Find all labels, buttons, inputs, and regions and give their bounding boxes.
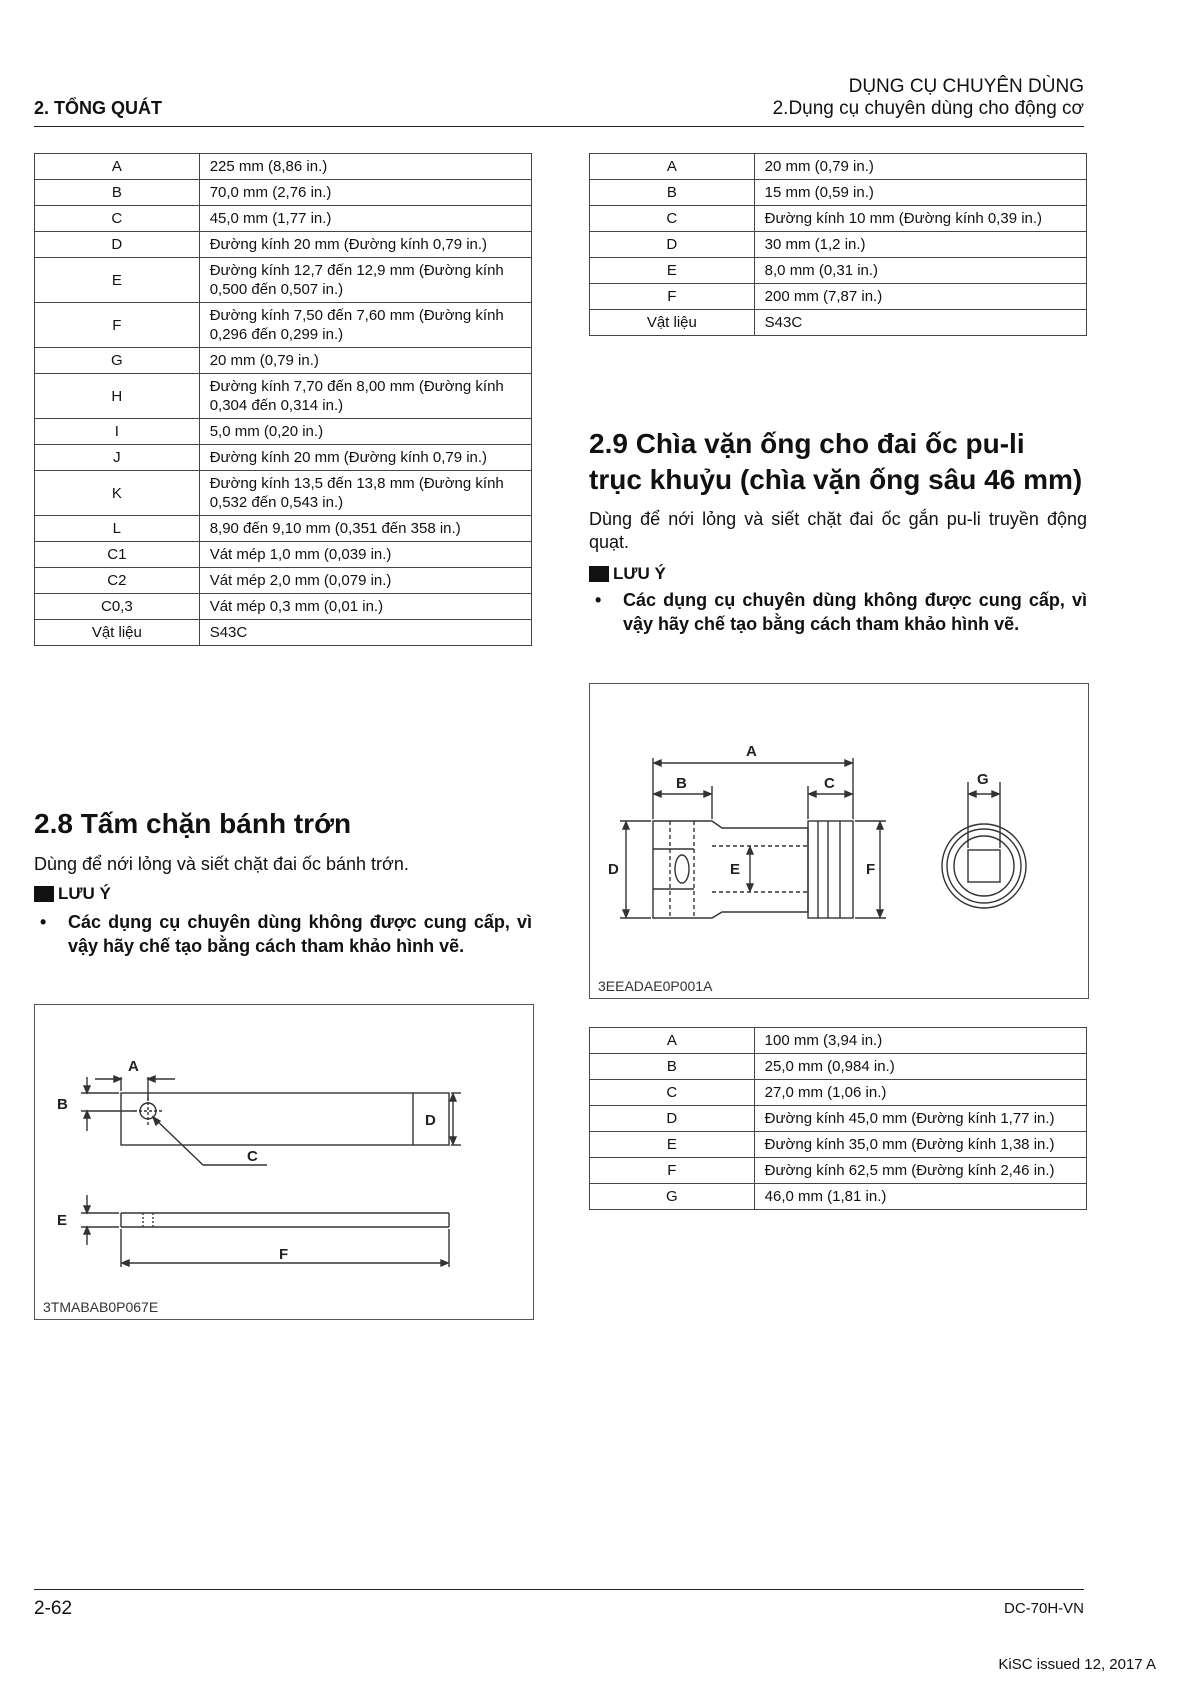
- table-row: [35, 516, 532, 542]
- spec-key: D: [590, 1106, 755, 1132]
- table-row: [35, 620, 532, 646]
- spec-value: 200 mm (7,87 in.): [754, 284, 1086, 310]
- table-row: [35, 471, 532, 516]
- spec-key: C0,3: [35, 594, 200, 620]
- spec-key: F: [590, 284, 755, 310]
- spec-value: Đường kính 12,7 đến 12,9 mm (Đường kính 0,500 đến 0,507 in.): [199, 258, 531, 303]
- spec-key: G: [35, 348, 200, 374]
- spec-key: C: [590, 1080, 755, 1106]
- spec-value: Đường kính 45,0 mm (Đường kính 1,77 in.): [754, 1106, 1086, 1132]
- table-row: [35, 542, 532, 568]
- table-row: [35, 445, 532, 471]
- spec-value: 20 mm (0,79 in.): [754, 154, 1086, 180]
- spec-value: Đường kính 7,70 đến 8,00 mm (Đường kính 0,304 đến 0,314 in.): [199, 374, 531, 419]
- spec-key: C: [35, 206, 200, 232]
- spec-value: S43C: [754, 310, 1086, 336]
- spec-value: Đường kính 62,5 mm (Đường kính 2,46 in.): [754, 1158, 1086, 1184]
- fig29-label-c: C: [824, 775, 835, 792]
- table-row: [35, 154, 532, 180]
- spec-value: Đường kính 20 mm (Đường kính 0,79 in.): [199, 445, 531, 471]
- table-row: [590, 206, 1087, 232]
- spec-key: D: [35, 232, 200, 258]
- spec-key: E: [35, 258, 200, 303]
- issued-note: KiSC issued 12, 2017 A: [998, 1656, 1156, 1673]
- table-row: [590, 284, 1087, 310]
- spec-value: Đường kính 10 mm (Đường kính 0,39 in.): [754, 206, 1086, 232]
- spec-value: 45,0 mm (1,77 in.): [199, 206, 531, 232]
- spec-key: L: [35, 516, 200, 542]
- note-square-icon: [34, 886, 54, 902]
- spec-value: 5,0 mm (0,20 in.): [199, 419, 531, 445]
- spec-key: C1: [35, 542, 200, 568]
- spec-value: 30 mm (1,2 in.): [754, 232, 1086, 258]
- spec-value: 27,0 mm (1,06 in.): [754, 1080, 1086, 1106]
- spec-key: K: [35, 471, 200, 516]
- table-row: [590, 180, 1087, 206]
- spec-value: Đường kính 20 mm (Đường kính 0,79 in.): [199, 232, 531, 258]
- table-row: [35, 419, 532, 445]
- section-2-9-heading-line2: trục khuỷu (chìa vặn ống sâu 46 mm): [589, 464, 1083, 495]
- spec-value: Vát mép 2,0 mm (0,079 in.): [199, 568, 531, 594]
- section-2-8-desc: Dùng để nới lỏng và siết chặt đai ốc bánh trớn.: [34, 854, 409, 874]
- table-row: [590, 1158, 1087, 1184]
- spec-value: Vát mép 0,3 mm (0,01 in.): [199, 594, 531, 620]
- spec-value: Đường kính 35,0 mm (Đường kính 1,38 in.): [754, 1132, 1086, 1158]
- spec-key: B: [590, 180, 755, 206]
- table-row: [590, 1028, 1087, 1054]
- spec-key: A: [590, 154, 755, 180]
- spec-key: D: [590, 232, 755, 258]
- doc-code: DC-70H-VN: [1003, 1600, 1084, 1617]
- bullet-dot: •: [595, 590, 602, 610]
- table-row: [35, 180, 532, 206]
- spec-key: B: [35, 180, 200, 206]
- fig29-label-b: B: [676, 775, 687, 792]
- fig28-label-d: D: [425, 1112, 436, 1129]
- spec-key: H: [35, 374, 200, 419]
- table-row: [590, 310, 1087, 336]
- spec-key: Vật liệu: [590, 310, 755, 336]
- spec-key: J: [35, 445, 200, 471]
- note-label: LƯU Ý: [58, 884, 111, 903]
- footer-divider: [34, 1589, 1084, 1590]
- spec-value: 225 mm (8,86 in.): [199, 154, 531, 180]
- note-square-icon: [589, 566, 609, 582]
- spec-key: A: [590, 1028, 755, 1054]
- spec-key: A: [35, 154, 200, 180]
- figure-flywheel-stopper: [34, 1004, 534, 1320]
- table-row: [35, 374, 532, 419]
- table-row: [35, 258, 532, 303]
- spec-value: 8,90 đến 9,10 mm (0,351 đến 358 in.): [199, 516, 531, 542]
- fig29-label-e: E: [730, 861, 741, 878]
- plate-top-view: [121, 1093, 449, 1145]
- bullet-dot: •: [40, 912, 47, 932]
- bullet-text: Các dụng cụ chuyên dùng không được cung cấp, vì vậy hãy chế tạo bằng cách tham khảo hình vẽ.: [68, 912, 532, 956]
- table-row: [35, 232, 532, 258]
- fig29-label-g: G: [977, 771, 989, 788]
- spec-table-left: [34, 153, 532, 646]
- page-number: 2-62: [34, 1598, 73, 1619]
- spec-value: Vát mép 1,0 mm (0,039 in.): [199, 542, 531, 568]
- spec-key: F: [590, 1158, 755, 1184]
- spec-key: B: [590, 1054, 755, 1080]
- section-2-9-bullet: [589, 588, 1087, 636]
- fig28-label-c: C: [247, 1148, 258, 1165]
- table-row: [590, 1184, 1087, 1210]
- spec-key: C2: [35, 568, 200, 594]
- spec-value: 20 mm (0,79 in.): [199, 348, 531, 374]
- spec-value: S43C: [199, 620, 531, 646]
- header-section: 2. TỔNG QUÁT: [34, 98, 163, 118]
- table-row: [590, 1080, 1087, 1106]
- table-row: [35, 568, 532, 594]
- table-row: [590, 1106, 1087, 1132]
- spec-key: E: [590, 1132, 755, 1158]
- section-2-9-heading-line1: 2.9 Chìa vặn ống cho đai ốc pu-li: [589, 428, 1025, 459]
- figure-crankshaft-socket: [589, 683, 1089, 999]
- spec-key: E: [590, 258, 755, 284]
- figure-code: 3EEADAE0P001A: [598, 978, 713, 994]
- spec-key: C: [590, 206, 755, 232]
- fig28-label-f: F: [279, 1246, 289, 1263]
- table-row: [35, 348, 532, 374]
- fig28-label-b: B: [57, 1096, 68, 1113]
- spec-key: G: [590, 1184, 755, 1210]
- flywheel-stopper-drawing: [35, 1005, 533, 1319]
- table-row: [35, 303, 532, 348]
- fig28-label-a: A: [128, 1058, 139, 1075]
- spec-value: 100 mm (3,94 in.): [754, 1028, 1086, 1054]
- fig29-label-d: D: [608, 861, 619, 878]
- section-2-8-bullet: [34, 910, 532, 958]
- header-subtitle: 2.Dụng cụ chuyên dùng cho động cơ: [772, 98, 1084, 119]
- spec-table-right-top: [589, 153, 1087, 336]
- spec-value: 25,0 mm (0,984 in.): [754, 1054, 1086, 1080]
- section-2-9-note: [589, 564, 666, 584]
- section-2-8-heading: 2.8 Tấm chặn bánh trớn: [34, 808, 352, 839]
- note-label: LƯU Ý: [613, 564, 666, 583]
- spec-value: 8,0 mm (0,31 in.): [754, 258, 1086, 284]
- crankshaft-socket-drawing: [590, 684, 1088, 998]
- figure-code: 3TMABAB0P067E: [43, 1299, 159, 1315]
- spec-table-right-bottom: [589, 1027, 1087, 1210]
- table-row: [590, 154, 1087, 180]
- spec-value: 46,0 mm (1,81 in.): [754, 1184, 1086, 1210]
- table-row: [590, 1054, 1087, 1080]
- bullet-text: Các dụng cụ chuyên dùng không được cung cấp, vì vậy hãy chế tạo bằng cách tham khảo hình vẽ.: [623, 590, 1087, 634]
- fig28-label-e: E: [57, 1212, 68, 1229]
- table-row: [590, 1132, 1087, 1158]
- header-divider: [34, 126, 1084, 127]
- spec-key: I: [35, 419, 200, 445]
- table-row: [35, 594, 532, 620]
- spec-value: Đường kính 13,5 đến 13,8 mm (Đường kính 0,532 đến 0,543 in.): [199, 471, 531, 516]
- spec-key: Vật liệu: [35, 620, 200, 646]
- fig29-label-a: A: [746, 743, 757, 760]
- spec-value: Đường kính 7,50 đến 7,60 mm (Đường kính 0,296 đến 0,299 in.): [199, 303, 531, 348]
- header-title: DỤNG CỤ CHUYÊN DÙNG: [848, 76, 1084, 97]
- section-2-8-note: [34, 884, 111, 904]
- table-row: [35, 206, 532, 232]
- spec-value: 70,0 mm (2,76 in.): [199, 180, 531, 206]
- section-2-9-desc: Dùng để nới lỏng và siết chặt đai ốc gắn pu-li truyền động quạt.: [589, 509, 1087, 552]
- fig29-label-f: F: [866, 861, 876, 878]
- spec-value: 15 mm (0,59 in.): [754, 180, 1086, 206]
- table-row: [590, 232, 1087, 258]
- table-row: [590, 258, 1087, 284]
- spec-key: F: [35, 303, 200, 348]
